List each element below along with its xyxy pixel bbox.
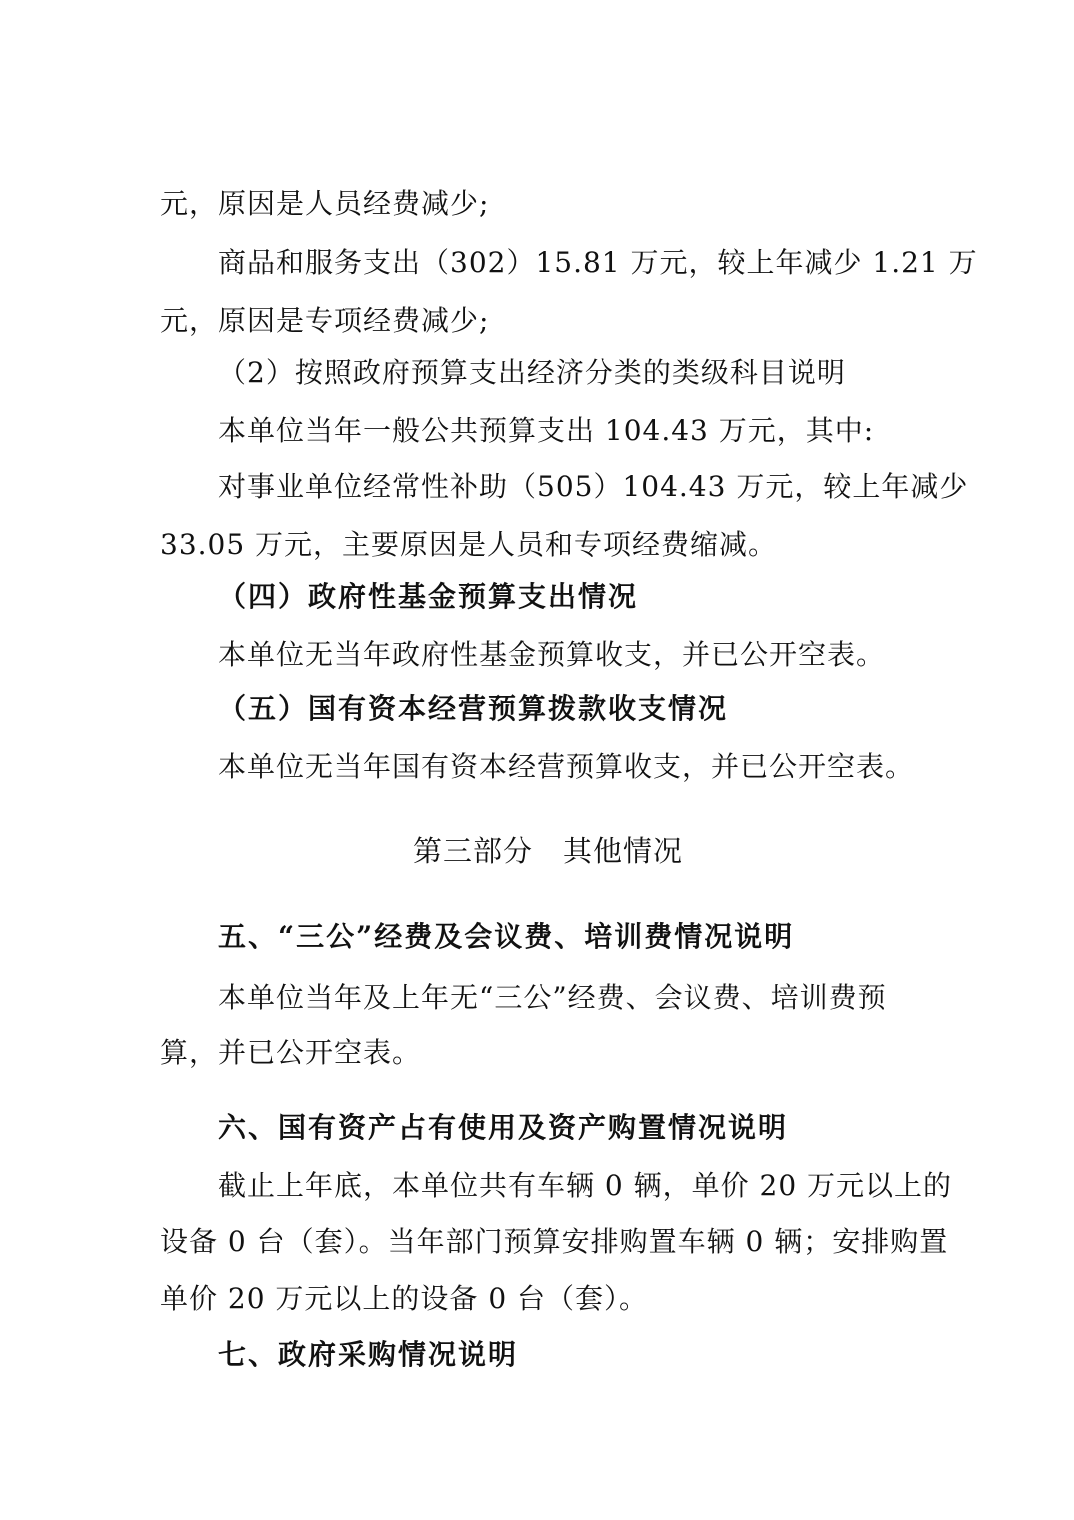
section-heading: （四）政府性基金预算支出情况 <box>218 580 639 613</box>
paragraph-line: 单价 20 万元以上的设备 0 台（套）。 <box>160 1282 649 1315</box>
section-heading: 六、国有资产占有使用及资产购置情况说明 <box>218 1111 789 1144</box>
section-heading: （五）国有资本经营预算拨款收支情况 <box>218 692 729 725</box>
paragraph-line: 33.05 万元，主要原因是人员和专项经费缩减。 <box>160 528 778 561</box>
paragraph-line: 对事业单位经常性补助（505）104.43 万元，较上年减少 <box>218 470 969 503</box>
paragraph-line: 设备 0 台（套）。当年部门预算安排购置车辆 0 辆；安排购置 <box>160 1225 949 1258</box>
paragraph-line: 本单位当年一般公共预算支出 104.43 万元，其中: <box>218 414 875 447</box>
paragraph-line: 商品和服务支出（302）15.81 万元，较上年减少 1.21 万 <box>218 246 978 279</box>
section-heading: 七、政府采购情况说明 <box>218 1338 519 1371</box>
part-title: 第三部分 其他情况 <box>413 834 684 868</box>
paragraph-line: 算，并已公开空表。 <box>160 1036 422 1069</box>
subsection-heading: （2）按照政府预算支出经济分类的类级科目说明 <box>218 356 846 389</box>
paragraph-line: 本单位当年及上年无“三公”经费、会议费、培训费预 <box>218 981 887 1014</box>
paragraph-line: 元，原因是专项经费减少; <box>160 304 490 337</box>
paragraph-line: 本单位无当年政府性基金预算收支，并已公开空表。 <box>218 638 886 671</box>
paragraph-line: 本单位无当年国有资本经营预算收支，并已公开空表。 <box>218 750 915 783</box>
section-heading: 五、“三公”经费及会议费、培训费情况说明 <box>218 920 795 953</box>
paragraph-line: 截止上年底，本单位共有车辆 0 辆，单价 20 万元以上的 <box>218 1169 953 1202</box>
paragraph-line: 元，原因是人员经费减少; <box>160 187 490 220</box>
